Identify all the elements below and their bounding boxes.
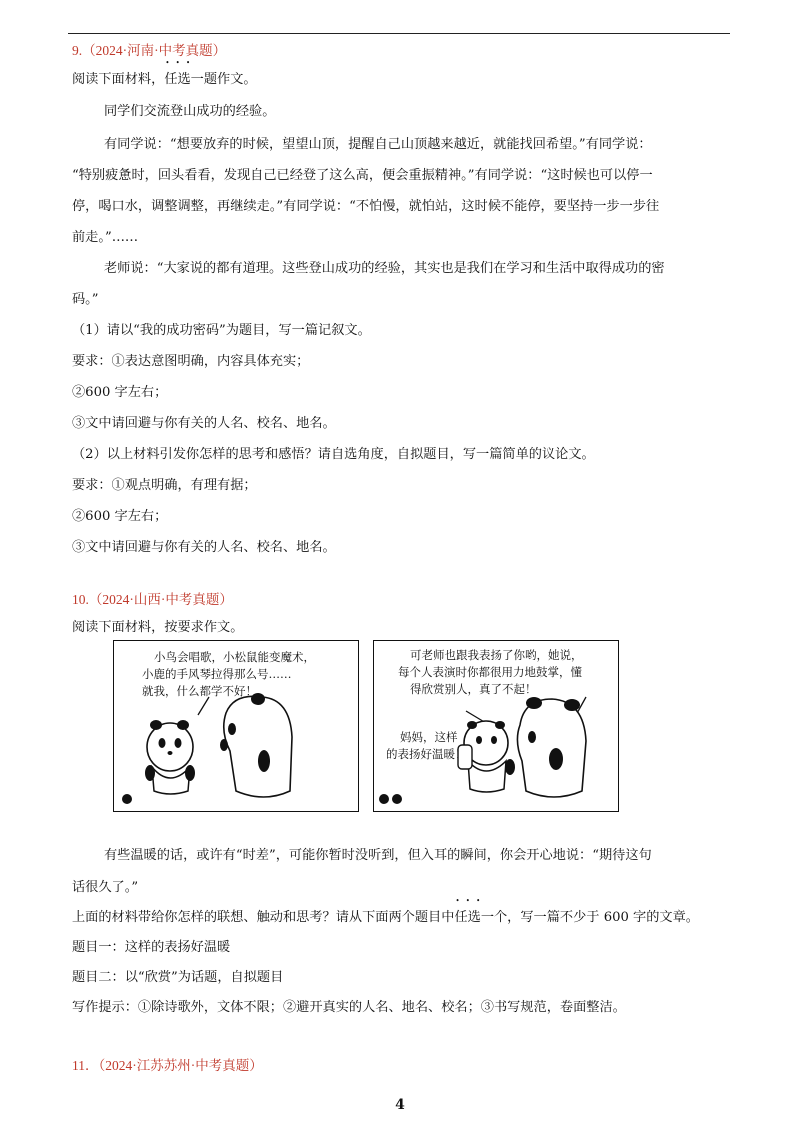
q9-option-2: （2）以上材料引发你怎样的思考和感悟？请自选角度，自拟题目，写一篇简单的议论文。 xyxy=(72,447,595,462)
q9-requirement-1b: ②600 字左右； xyxy=(72,385,168,400)
comic-2-bubble-line-2: 每个人表演时你都很用力地鼓掌，懂 xyxy=(398,665,582,679)
comic-2-reply-line-2: 的表扬好温暖！ xyxy=(386,747,467,761)
q10-writing-tips: 写作提示：①除诗歌外，文体不限；②避开真实的人名、地名、校名；③书写规范，卷面整洁。 xyxy=(72,1000,626,1015)
q10-intro: 阅读下面材料，按要求作文。 xyxy=(72,620,244,635)
comic-2-reply-line-1: 妈妈，这样 xyxy=(400,730,458,744)
comic-panel-2 xyxy=(373,640,619,812)
q9-paragraph-3-line-1: 老师说：“大家说的都有道理。这些登山成功的经验，其实也是我们在学习和生活中取得成功的密 xyxy=(104,261,665,276)
question-9-header: 9.（2024·河南·中考真题） xyxy=(72,43,227,58)
comic-2-bubble-line-3: 得欣赏别人，真了不起！ xyxy=(410,682,537,696)
question-11-header: 11．（2024·江苏苏州·中考真题） xyxy=(72,1058,263,1073)
q10-paragraph-1-line-1: 有些温暖的话，或许有“时差”，可能你暂时没听到，但入耳的瞬间，你会开心地说：“期待这句 xyxy=(104,848,652,863)
q9-paragraph-2-line-4: 前走。”…… xyxy=(72,230,139,245)
q9-requirement-1c: ③文中请回避与你有关的人名、校名、地名。 xyxy=(72,416,336,431)
page-number: 4 xyxy=(395,1097,405,1113)
q9-option-1: （1）请以“我的成功密码”为题目，写一篇记叙文。 xyxy=(72,323,371,338)
emphasis-dots: • • • 任选一 xyxy=(164,68,204,87)
comic-1-bubble-line-2: 小鹿的手风琴拉得那么号…… xyxy=(142,667,292,681)
q9-requirement-2c: ③文中请回避与你有关的人名、校名、地名。 xyxy=(72,540,336,555)
q9-requirement-2b: ②600 字左右； xyxy=(72,509,168,524)
comic-1-bubble-line-1: 小鸟会唱歌，小松鼠能变魔术， xyxy=(154,650,315,664)
header-rule xyxy=(68,33,730,34)
q10-topic-1: 题目一：这样的表扬好温暖 xyxy=(72,940,231,955)
q9-requirement-1a: 要求：①表达意图明确，内容具体充实； xyxy=(72,354,310,369)
q9-paragraph-2-line-2: “特别疲惫时，回头看看，发现自己已经登了这么高，便会重振精神。”有同学说：“这时候也可以停一 xyxy=(72,168,653,183)
comic-1-bubble-line-3: 就我，什么都学不好！ xyxy=(142,684,257,698)
question-10-header: 10.（2024·山西·中考真题） xyxy=(72,592,233,607)
q9-paragraph-2-line-3: 停，喝口水，调整调整，再继续走。”有同学说：“不怕慢，就怕站，这时候不能停，要坚持一步一步往 xyxy=(72,199,660,214)
q10-paragraph-1-line-2: 话很久了。” xyxy=(72,880,139,895)
q9-paragraph-2-line-1: 有同学说：“想要放弃的时候，望望山顶，提醒自己山顶越来越近，就能找回希望。”有同学说： xyxy=(104,137,652,152)
q9-paragraph-1: 同学们交流登山成功的经验。 xyxy=(104,104,276,119)
q10-topic-2: 题目二：以“欣赏”为话题，自拟题目 xyxy=(72,970,284,985)
q9-requirement-2a: 要求：①观点明确，有理有据； xyxy=(72,478,257,493)
q9-paragraph-3-line-2: 码。” xyxy=(72,292,99,307)
comic-2-bubble-line-1: 可老师也跟我表扬了你哟，她说， xyxy=(410,648,583,662)
emphasis-dots: • • • 任选 xyxy=(454,906,480,925)
q9-intro: 阅读下面材料，• • • 任选一题作文。 xyxy=(72,68,257,87)
comic-panel-1 xyxy=(113,640,359,812)
q10-paragraph-2: 上面的材料带给你怎样的联想、触动和思考？请从下面两个题目中• • • 任选一个，写一篇不少于 600 字的文章。 xyxy=(72,906,699,925)
